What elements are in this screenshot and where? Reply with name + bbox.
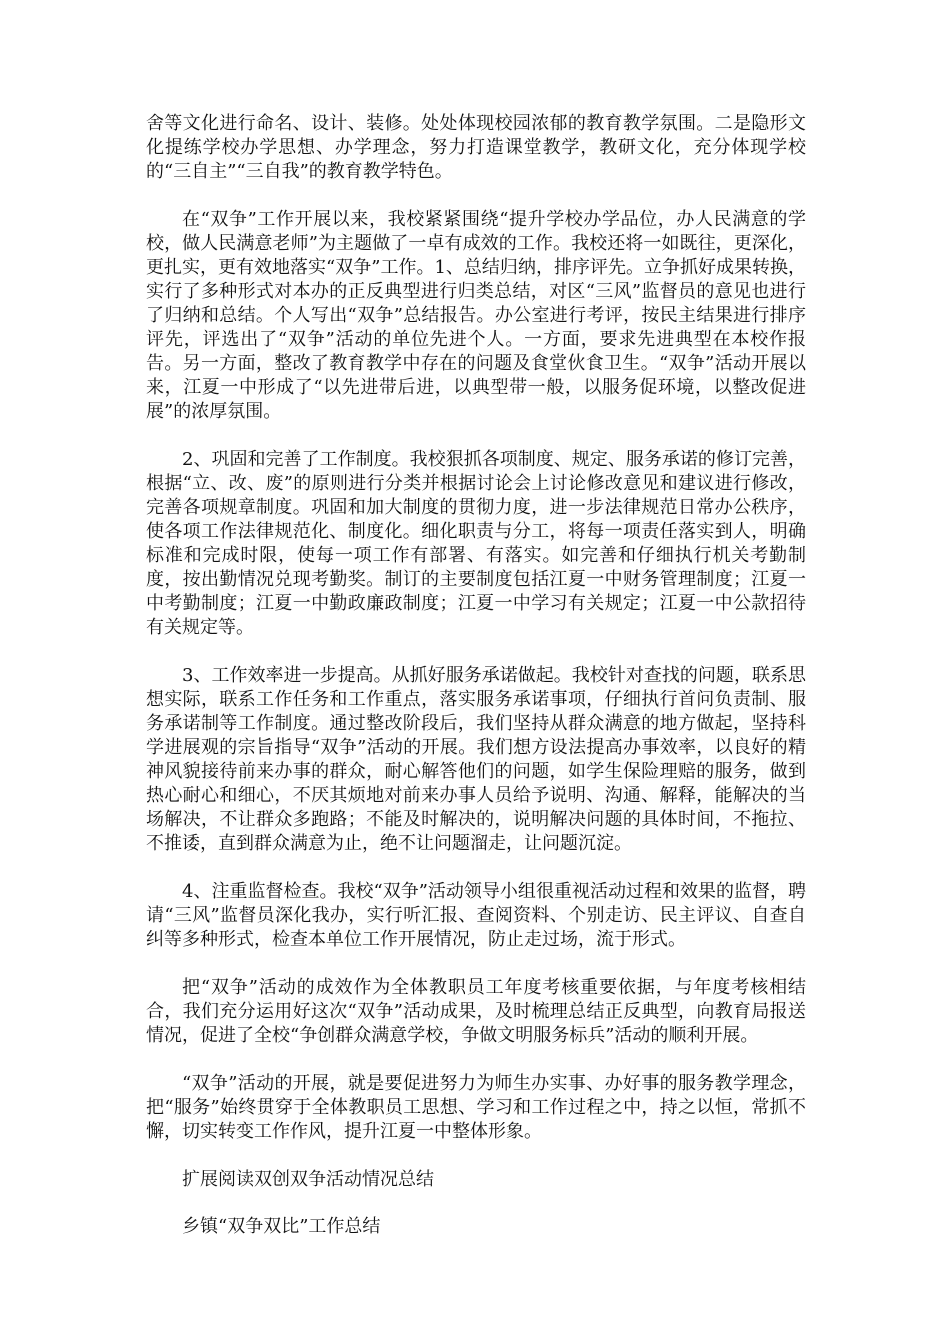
paragraph-overview: 在“双争”工作开展以来，我校紧紧围绕“提升学校办学品位，办人民满意的学校，做人民满意老师”为主题做了一卓有成效的工作。我校还将一如既往，更深化，更扎实，更有效地落实“双争”工作。1、总结归纳，排序评先。立争抓好成果转换，实行了多种形式对本办的正反典型进行归类总结，对区“三风”监督员的意见也进行了归纳和总结。个人写出“双争”总结报告。办公室进行考评，按民主结果进行排序评先，评选出了“双争”活动的单位先进个人。一方面，要求先进典型在本校作报告。另一方面，整改了教育教学中存在的问题及食堂伙食卫生。“双争”活动开展以来，江夏一中形成了“以先进带后进，以典型带一般，以服务促环境，以整改促进展”的浓厚氛围。	[146, 209, 806, 422]
paragraph-item-4: 4、注重监督检查。我校“双争”活动领导小组很重视活动过程和效果的监督，聘请“三风”监督员深化我办，实行听汇报、查阅资料、个别走访、民主评议、自查自纠等多种形式，检查本单位工作开展情况，防止走过场，流于形式。	[146, 881, 806, 950]
related-reading-link-1[interactable]: 扩展阅读双创双争活动情况总结	[182, 1169, 434, 1190]
paragraph-item-3: 3、工作效率进一步提高。从抓好服务承诺做起。我校针对查找的问题，联系思想实际，联系工作任务和工作重点，落实服务承诺事项，仔细执行首问负责制、服务承诺制等工作制度。通过整改阶段后，我们坚持从群众满意的地方做起，坚持科学进展观的宗旨指导“双争”活动的开展。我们想方设法提高办事效率，以良好的精神风貌接待前来办事的群众，耐心解答他们的问题，如学生保险理赔的服务，做到热心耐心和细心，不厌其烦地对前来办事人员给予说明、沟通、解释，能解决的当场解决，不让群众多跑路；不能及时解决的，说明解决问题的具体时间，不拖拉、不推诿，直到群众满意为止，绝不让问题溜走，让问题沉淀。	[146, 665, 806, 854]
document-body	[146, 112, 806, 1262]
paragraph-continuation: 舍等文化进行命名、设计、装修。处处体现校园浓郁的教育教学氛围。二是隐形文化提练学校办学思想、办学理念，努力打造课堂教学，教研文化，充分体现学校的“三自主”“三自我”的教育教学特色。	[146, 113, 806, 182]
paragraph-assessment: 把“双争”活动的成效作为全体教职员工年度考核重要依据，与年度考核相结合，我们充分运用好这次“双争”活动成果，及时梳理总结正反典型，向教育局报送情况，促进了全校“争创群众满意学校，争做文明服务标兵”活动的顺利开展。	[146, 977, 806, 1046]
paragraph-item-2: 2、巩固和完善了工作制度。我校狠抓各项制度、规定、服务承诺的修订完善，根据“立、改、废”的原则进行分类并根据讨论会上讨论修改意见和建议进行修改，完善各项规章制度。巩固和加大制度的贯彻力度，进一步法律规范日常办公秩序，使各项工作法律规范化、制度化。细化职责与分工，将每一项责任落实到人，明确标准和完成时限，使每一项工作有部署、有落实。如完善和仔细执行机关考勤制度，按出勤情况兑现考勤奖。制订的主要制度包括江夏一中财务管理制度；江夏一中考勤制度；江夏一中勤政廉政制度；江夏一中学习有关规定；江夏一中公款招待有关规定等。	[146, 449, 806, 638]
paragraph-conclusion: “双争”活动的开展，就是要促进努力为师生办实事、办好事的服务教学理念，把“服务”始终贯穿于全体教职员工思想、学习和工作过程之中，持之以恒，常抓不懈，切实转变工作作风，提升江夏一中整体形象。	[146, 1073, 806, 1142]
related-reading-link-2[interactable]: 乡镇“双争双比”工作总结	[182, 1216, 381, 1237]
